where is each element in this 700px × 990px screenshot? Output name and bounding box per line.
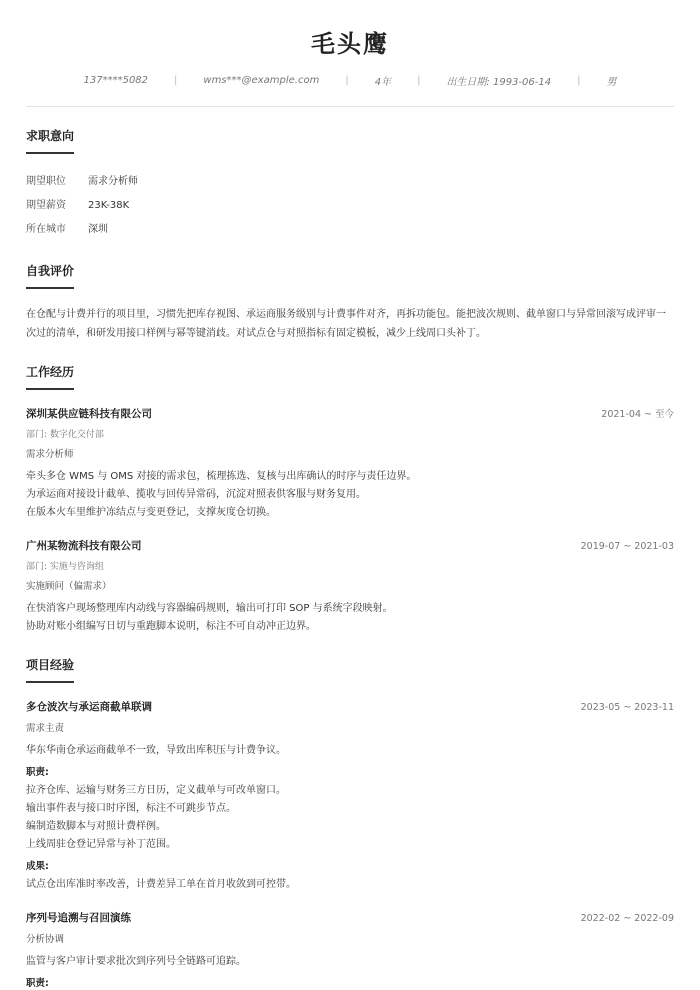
project-name: 序列号追溯与召回演练 xyxy=(26,912,131,924)
candidate-name: 毛头鹰 xyxy=(311,30,389,58)
project-role: 分析协调 xyxy=(26,934,65,945)
header-divider xyxy=(26,106,674,107)
contact-email[interactable]: wms***@example.com xyxy=(203,75,320,86)
section-intent xyxy=(26,127,674,242)
job-entry xyxy=(26,406,674,522)
section-title-projects: 项目经验 xyxy=(26,656,74,683)
project-results-title: 成果: xyxy=(26,861,49,872)
section-work xyxy=(26,363,674,636)
contact-experience-years: 4年 xyxy=(374,77,392,88)
contact-separator: | xyxy=(577,75,581,86)
project-entry xyxy=(26,910,674,990)
job-line: 牵头多仓 WMS 与 OMS 对接的需求包，梳理拣选、复核与出库确认的时序与责任边界。 xyxy=(26,471,417,482)
project-duty: 编制造数脚本与对照计费样例。 xyxy=(26,821,166,832)
section-title-summary: 自我评价 xyxy=(26,262,74,289)
job-role: 实施顾问（偏需求） xyxy=(26,581,112,592)
project-role: 需求主责 xyxy=(26,723,65,734)
job-department: 部门: 实施与咨询组 xyxy=(26,562,104,572)
project-name: 多仓波次与承运商截单联调 xyxy=(26,701,152,713)
intent-row-position xyxy=(26,170,674,194)
project-result: 试点仓出库准时率改善，计费差异工单在首月收敛到可控带。 xyxy=(26,879,296,890)
job-entry xyxy=(26,538,674,636)
project-duties-title: 职责: xyxy=(26,978,49,989)
project-date: 2022-02 ~ 2022-09 xyxy=(580,913,674,924)
project-duties-title: 职责: xyxy=(26,767,49,778)
project-description: 华东华南仓承运商截单不一致，导致出库积压与计费争议。 xyxy=(26,745,286,756)
contact-separator: | xyxy=(417,75,421,86)
intent-row-salary xyxy=(26,194,674,218)
contact-gender: 男 xyxy=(606,77,617,88)
intent-row-city xyxy=(26,218,674,242)
job-date: 2021-04 ~ 至今 xyxy=(601,409,674,420)
intent-label: 期望薪资 xyxy=(26,200,66,211)
intent-value: 需求分析师 xyxy=(88,176,138,187)
intent-label: 所在城市 xyxy=(26,224,66,235)
job-company: 广州某物流科技有限公司 xyxy=(26,540,142,552)
contact-separator: | xyxy=(174,75,178,86)
project-entry xyxy=(26,699,674,894)
contact-phone: 137****5082 xyxy=(83,75,149,86)
summary-text: 在仓配与计费并行的项目里，习惯先把库存视图、承运商服务级别与计费事件对齐，再拆功能包。能把波次规则、截单窗口与异常回滚写成评审一次过的清单，和研发用接口样例与幂等键消歧。对试点仓与对照指标有固定模板，减少上线周口头补丁。 xyxy=(26,309,666,339)
contact-bar xyxy=(26,73,674,88)
intent-value: 23K-38K xyxy=(88,200,130,211)
job-department: 部门: 数字化交付部 xyxy=(26,430,104,440)
job-line: 协助对账小组编写日切与重跑脚本说明，标注不可自动冲正边界。 xyxy=(26,621,316,632)
contact-birthdate: 出生日期: 1993-06-14 xyxy=(446,77,552,88)
section-summary xyxy=(26,262,674,343)
job-line: 在快消客户现场整理库内动线与容器编码规则，输出可打印 SOP 与系统字段映射。 xyxy=(26,603,393,614)
project-duty: 拉齐仓库、运输与财务三方日历，定义截单与可改单窗口。 xyxy=(26,785,286,796)
intent-value: 深圳 xyxy=(88,224,108,235)
project-duty: 上线周驻仓登记异常与补丁范围。 xyxy=(26,839,176,850)
section-title-work: 工作经历 xyxy=(26,363,74,390)
job-line: 为承运商对接设计截单、揽收与回传异常码，沉淀对照表供客服与财务复用。 xyxy=(26,489,366,500)
job-company: 深圳某供应链科技有限公司 xyxy=(26,408,152,420)
section-title-intent: 求职意向 xyxy=(26,127,74,154)
intent-label: 期望职位 xyxy=(26,176,66,187)
job-role: 需求分析师 xyxy=(26,449,74,460)
contact-separator: | xyxy=(345,75,349,86)
job-line: 在版本火车里维护冻结点与变更登记，支撑灰度仓切换。 xyxy=(26,507,276,518)
project-description: 监管与客户审计要求批次到序列号全链路可追踪。 xyxy=(26,956,246,967)
project-duty: 输出事件表与接口时序图，标注不可跳步节点。 xyxy=(26,803,236,814)
job-date: 2019-07 ~ 2021-03 xyxy=(580,541,674,552)
section-projects xyxy=(26,656,674,990)
project-date: 2023-05 ~ 2023-11 xyxy=(580,702,674,713)
